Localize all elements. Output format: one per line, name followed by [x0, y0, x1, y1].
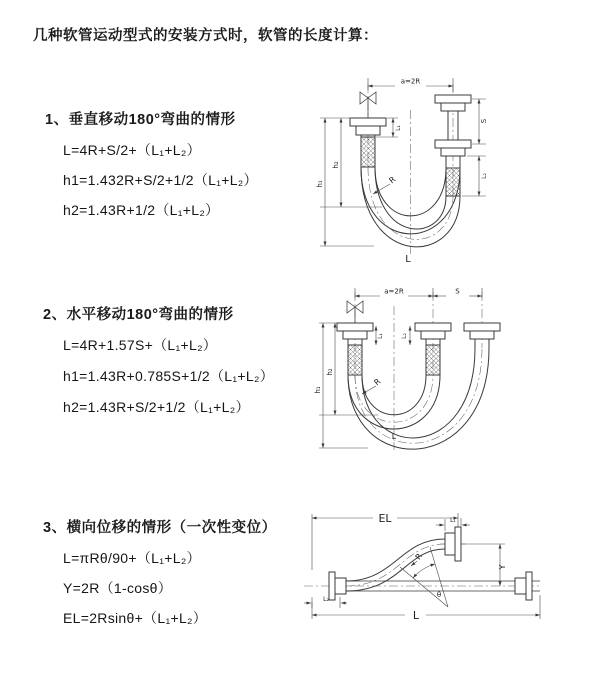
valve-icon	[360, 92, 376, 118]
dim-label-l1: L₁	[377, 333, 384, 339]
diagram-vertical-bend	[310, 72, 595, 267]
dim-label-s: S	[480, 118, 488, 124]
length-label: L	[405, 254, 411, 265]
section-1-heading: 1、垂直移动180°弯曲的情形	[45, 112, 236, 128]
right-flange	[515, 572, 532, 600]
left-flange-assembly	[350, 118, 386, 167]
diagram-lateral-displacement	[300, 505, 600, 655]
formula-line: L=4R+S/2+（L₁+L₂）	[63, 142, 201, 158]
hose-braid	[361, 137, 375, 167]
left-flange-assembly	[337, 323, 373, 375]
section-3-heading: 3、横向位移的情形（一次性变位）	[43, 520, 277, 536]
hose-s-curve	[346, 539, 445, 591]
page-title: 几种软管运动型式的安装方式时，软管的长度计算：	[33, 28, 378, 44]
upper-flange	[445, 527, 461, 561]
formula-line: L=πRθ/90+（L₁+L₂）	[63, 550, 201, 566]
formula-line: EL=2Rsinθ+（L₁+L₂）	[63, 610, 208, 626]
dim-label-l1: L₁	[450, 517, 456, 524]
dim-label-h2: h₂	[326, 368, 334, 376]
diagram-horizontal-bend	[310, 282, 600, 462]
dim-label-el: EL	[378, 512, 392, 525]
dim-label-l1: L₁	[395, 125, 402, 131]
section-2-heading: 2、水平移动180°弯曲的情形	[43, 307, 234, 323]
dim-label-h1: h₁	[314, 386, 322, 394]
hose-braid	[426, 345, 440, 375]
formula-line: h1=1.43R+0.785S+1/2（L₁+L₂）	[63, 368, 274, 384]
left-flange	[329, 572, 346, 600]
dim-label-y: Y	[498, 564, 507, 570]
hose-braid	[348, 345, 362, 375]
dim-label-l2: L₂	[401, 333, 408, 339]
formula-line: h2=1.43R+S/2+1/2（L₁+L₂）	[63, 399, 250, 415]
hose-braid	[446, 168, 460, 196]
hose-loops	[348, 348, 489, 449]
formula-line: h2=1.43R+1/2（L₁+L₂）	[63, 202, 220, 218]
length-label: L	[412, 609, 420, 622]
dim-label-l2: L₂	[323, 596, 329, 603]
radius-label: R	[387, 174, 398, 186]
formula-line: h1=1.432R+S/2+1/2（L₁+L₂）	[63, 172, 258, 188]
radius-label: R	[372, 376, 383, 388]
dim-label-h1: h₁	[316, 180, 324, 188]
radius-label: R	[413, 551, 425, 562]
dimension-lines	[319, 288, 482, 448]
angle-label: θ	[436, 591, 442, 599]
dim-label-l2: L₂	[481, 173, 488, 179]
dim-label-a2r: a=2R	[384, 287, 404, 296]
length-label: L	[391, 432, 397, 441]
dim-label-h2: h₂	[332, 161, 340, 169]
middle-flange-assembly	[415, 323, 451, 375]
dim-label-s: S	[455, 287, 460, 296]
dim-label-a2r: a=2R	[400, 77, 421, 86]
right-flange-assembly	[435, 95, 471, 196]
formula-line: Y=2R（1-cosθ）	[63, 580, 173, 596]
formula-line: L=4R+1.57S+（L₁+L₂）	[63, 337, 218, 353]
